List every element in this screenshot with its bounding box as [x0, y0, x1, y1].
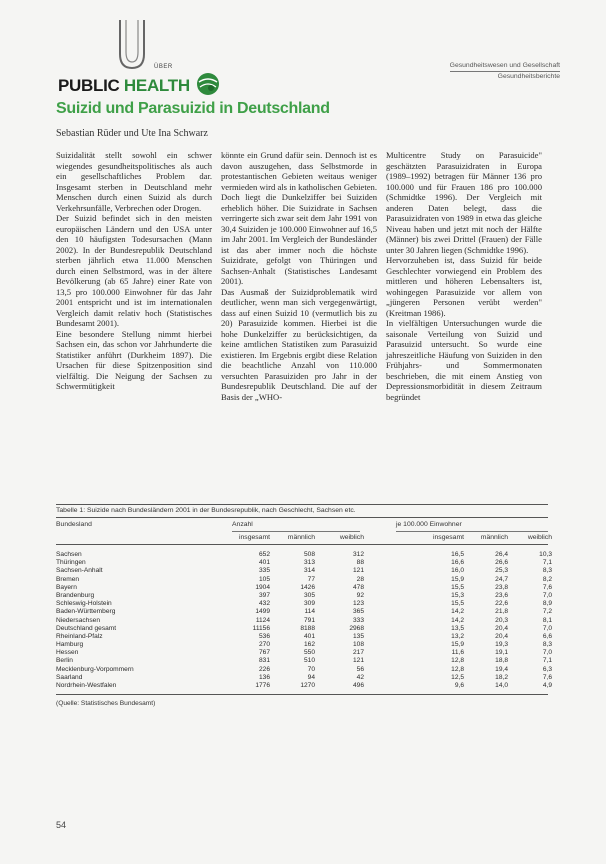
journal-line-2: Gesundheitsberichte: [450, 71, 560, 82]
cell-value: 12,8: [451, 657, 464, 665]
cell-bundesland: Niedersachsen: [56, 616, 100, 624]
cell-bundesland: Bayern: [56, 583, 77, 591]
cell-value: 28: [356, 575, 364, 583]
cell-value: 9,6: [454, 682, 464, 689]
cell-value: 135: [352, 632, 364, 640]
subheader-maennlich: männlich: [287, 534, 315, 541]
cell-bundesland: Brandenburg: [56, 591, 95, 599]
table-row: [56, 682, 552, 690]
table-row: [56, 559, 552, 567]
cell-value: 7,2: [542, 608, 552, 616]
cell-value: 94: [307, 673, 315, 681]
cell-value: 217: [352, 649, 364, 657]
cell-value: 121: [352, 657, 364, 665]
article-authors: Sebastian Rüder und Ute Ina Schwarz: [56, 128, 208, 139]
table-caption: Tabelle 1: Suizide nach Bundesländern 2001 in der Bundesrepublik, nach Geschlecht, Sachsen etc.: [56, 507, 356, 514]
paragraph: Der Suizid befindet sich in den meisten europäischen Ländern und den USA unter den 10 häufigsten Todesursachen (Mann 2002). In der Bundesrepublik Deutschland sterben jährlich etwa 11.000 Menschen durch einen Selbstmord, was in der ältere Bevölkerung (ab 65 Jahre) einer Rate von 13,5 pro 100.000 Einwohner für das Jahr 2001 entspricht und ist im internationalen Vergleich damit relativ hoch (Statistisches Bundesamt 2001).: [56, 213, 212, 328]
cell-value: 226: [258, 665, 270, 673]
table-row: [56, 567, 552, 575]
table-row: [56, 673, 552, 682]
cell-bundesland: Thüringen: [56, 559, 86, 567]
suicide-statistics-table: [56, 504, 552, 730]
cell-value: 108: [352, 641, 364, 649]
cell-value: 1776: [255, 682, 270, 689]
cell-value: 15,5: [451, 583, 464, 591]
cell-value: 25,3: [495, 567, 508, 575]
cell-value: 21,8: [495, 608, 508, 616]
subheader-maennlich-rate: männlich: [480, 534, 508, 541]
cell-value: 1426: [300, 583, 315, 591]
subheader-weiblich: weiblich: [339, 534, 364, 541]
cell-value: 536: [258, 632, 270, 640]
cell-value: 7,1: [542, 657, 552, 665]
cell-value: 23,6: [495, 591, 508, 599]
table-row: [56, 657, 552, 665]
cell-value: 15,9: [451, 641, 464, 649]
subheader-insgesamt: insgesamt: [239, 534, 270, 541]
subheader-insgesamt-rate: insgesamt: [433, 534, 464, 541]
cell-value: 510: [303, 657, 315, 665]
cell-value: 19,4: [495, 665, 508, 673]
journal-line-1: Gesundheitswesen und Gesellschaft: [449, 62, 560, 69]
cell-value: 312: [352, 551, 364, 558]
cell-value: 333: [352, 616, 364, 624]
cell-value: 8,9: [542, 600, 552, 608]
cell-value: 16,6: [451, 559, 464, 567]
cell-value: 496: [352, 682, 364, 689]
cell-bundesland: Schleswig-Holstein: [56, 600, 112, 608]
paragraph: Eine besondere Stellung nimmt hierbei Sachsen ein, das schon vor Jahrhunderte die Statistiker anführt (Durkheim 1897). Die Ursachen für diese Spitzenposition sind vielfältig. Die Neigung der Sachsen zu Schwermütigkeit: [56, 328, 212, 391]
cell-value: 77: [307, 575, 315, 583]
cell-value: 6,3: [542, 665, 552, 673]
subheader-weiblich-rate: weiblich: [527, 534, 552, 541]
cell-value: 7,6: [542, 583, 552, 591]
cell-bundesland: Sachsen-Anhalt: [56, 567, 103, 575]
cell-bundesland: Hamburg: [56, 641, 84, 649]
table-row: [56, 641, 552, 649]
logo-small-text: ÜBER: [154, 64, 173, 70]
table-source: (Quelle: Statistisches Bundesamt): [56, 700, 156, 708]
cell-bundesland: Rheinland-Pfalz: [56, 632, 103, 640]
cell-value: 15,3: [451, 591, 464, 599]
cell-value: 8188: [300, 624, 315, 632]
cell-value: 365: [352, 608, 364, 616]
cell-bundesland: Berlin: [56, 657, 73, 665]
paragraph: könnte ein Grund dafür sein. Dennoch ist es davon auszugehen, dass Selbstmorde in protestantischen Gebieten weitaus weniger vermieden wird als in katholischen Gebieten. Doch liegt die Dunkelziffer bei Suiziden erheblich höher. Die Suizidrate in Sachsen verringerte sich zwar seit dem Jahr 1991 von 30,4 Suiziden je 100.000 Einwohner auf 16,5 im Jahr 2001. Im Vergleich der Bundesländer ist das aber immer noch die höchste Suizidrate, gefolgt von Thüringen und Sachsen-Anhalt (Statistisches Landesamt 2001).: [221, 150, 378, 286]
cell-value: 20,3: [495, 616, 508, 624]
cell-value: 478: [352, 583, 364, 591]
table-row: [56, 665, 552, 674]
table-row: [56, 649, 552, 657]
cell-value: 7,1: [542, 559, 552, 567]
cell-value: 1270: [300, 682, 315, 689]
cell-value: 11,6: [451, 649, 464, 657]
article-title: Suizid und Parasuizid in Deutschland: [56, 100, 330, 117]
cell-value: 20,4: [495, 624, 508, 632]
cell-value: 7,0: [542, 591, 552, 599]
cell-value: 70: [307, 665, 315, 673]
cell-bundesland: Hessen: [56, 649, 79, 657]
cell-value: 791: [303, 616, 315, 624]
cell-value: 397: [258, 591, 270, 599]
cell-value: 92: [356, 591, 364, 599]
cell-value: 1499: [255, 608, 270, 616]
cell-value: 401: [258, 559, 270, 567]
header-divider: [232, 531, 360, 532]
table-row: [56, 600, 552, 608]
cell-value: 42: [356, 673, 364, 681]
cell-value: 15,9: [451, 575, 464, 583]
table-row: [56, 583, 552, 592]
cell-value: 335: [258, 567, 270, 575]
globe-icon: [196, 72, 220, 96]
cell-value: 767: [258, 649, 270, 657]
cell-value: 123: [352, 600, 364, 608]
cell-value: 8,3: [542, 641, 552, 649]
paragraph: Suizidalität stellt sowohl ein schwer wiegendes gesundheitspolitisches als auch ein gesellschaftliches Problem dar. Insgesamt sterben in Deutschland mehr Menschen durch einen Suizid als durch Verkehrsunfälle, Verbrechen oder Drogen.: [56, 150, 212, 213]
cell-value: 508: [303, 551, 315, 558]
cell-bundesland: Mecklenburg-Vorpommern: [56, 665, 134, 673]
table-row: [56, 591, 552, 600]
table-row: [56, 608, 552, 616]
cell-value: 23,8: [495, 583, 508, 591]
cell-value: 20,4: [495, 632, 508, 640]
paragraph: Multicentre Study on Parasuicide" geschätzten Parasuizidraten in Europa (1989–1992) betragen für Männer 136 pro 100.000 und für Frauen 186 pro 100.000 (Schmidtke 1996). Der Vergleich mit anderen Daten belegt, dass die Parasuizidraten von 1989 in etwa das gleiche Niveau haben und jetzt mit noch der Hälfte (Männer) bis zwei Drittel (Frauen) der Fälle unter 30 Jahren liegen (Schmidtke 1996).: [386, 150, 542, 255]
table-row: [56, 624, 552, 633]
cell-value: 19,1: [495, 649, 508, 657]
header-divider: [396, 531, 548, 532]
paragraph: In vielfältigen Untersuchungen wurde die saisonale Verteilung von Suizid und Parasuizid untersucht. So wurde eine jahreszeitliche Häufung von Suiziden in den Frühjahrs- und Sommermonaten beschrieben, die mit einem Anstieg von Depressionsmorbidität in diesem Zeitraum begründet: [386, 318, 542, 402]
cell-value: 22,6: [495, 600, 508, 608]
cell-bundesland: Baden-Württemberg: [56, 608, 116, 616]
cell-value: 56: [356, 665, 364, 673]
cell-value: 8,2: [542, 575, 552, 583]
cell-value: 1904: [255, 583, 270, 591]
cell-value: 7,6: [542, 673, 552, 681]
table-row: [56, 575, 552, 584]
cell-value: 7,0: [542, 624, 552, 632]
cell-value: 401: [303, 632, 315, 640]
cell-value: 14,0: [495, 682, 508, 689]
logo-public-text: PUBLIC: [58, 76, 120, 95]
cell-value: 14,2: [451, 616, 464, 624]
cell-value: 12,5: [451, 673, 464, 681]
cell-bundesland: Bremen: [56, 575, 80, 583]
cell-value: 114: [304, 608, 315, 616]
cell-value: 18,8: [495, 657, 508, 665]
header-bundesland: Bundesland: [56, 521, 92, 528]
table-body: [56, 545, 552, 690]
cell-value: 12,8: [451, 665, 464, 673]
cell-value: 6,6: [542, 632, 552, 640]
header-per-100000: je 100.000 Einwohner: [396, 521, 462, 528]
cell-value: 7,0: [542, 649, 552, 657]
cell-value: 831: [258, 657, 270, 665]
cell-bundesland: Sachsen: [56, 551, 82, 558]
cell-value: 10,3: [539, 551, 552, 558]
cell-value: 305: [303, 591, 315, 599]
cell-bundesland: Saarland: [56, 673, 83, 681]
cell-value: 2968: [349, 624, 364, 632]
cell-value: 314: [303, 567, 315, 575]
table-header: [56, 518, 552, 544]
journal-header: [450, 62, 560, 81]
cell-value: 8,1: [542, 616, 552, 624]
paragraph: Das Ausmaß der Suizidproblematik wird deutlicher, wenn man sich vergegenwärtigt, dass auf einen Suizid 10 (vermutlich bis zu 20) Parasuizide kommen. Hierbei ist die hohe Dunkelziffer zu berücksichtigen, da keine amtlichen Statistiken zum Parasuizid existieren. Im Ergebnis ergibt diese Relation die beachtliche Anzahl von 110.000 versuchten Parasuiziden pro Jahr in der Bundesrepublik Deutschland. Die auf der Basis der „WHO-: [221, 286, 377, 402]
text-column-1: [56, 150, 212, 492]
cell-value: 162: [303, 641, 315, 649]
cell-value: 652: [258, 551, 270, 558]
cell-value: 8,3: [542, 567, 552, 575]
cell-value: 313: [303, 559, 315, 567]
cell-value: 14,2: [451, 608, 464, 616]
table-row: [56, 632, 552, 641]
cell-value: 432: [258, 600, 270, 608]
page-number: 54: [56, 820, 67, 830]
text-column-3: [386, 150, 542, 492]
paragraph: Hervorzuheben ist, dass Suizid für beide Geschlechter vorwiegend ein Problem des mittleren und höheren Lebensalters ist, wohingegen Parasuizide vor allem von „jüngeren Personen verübt werden" (Kreitman 1986).: [386, 255, 542, 318]
logo-health-text: HEALTH: [123, 76, 190, 95]
logo-wordmark: [58, 76, 190, 96]
text-column-2: [221, 150, 377, 492]
public-health-logo: [58, 18, 228, 98]
cell-value: 121: [352, 567, 364, 575]
cell-value: 88: [356, 559, 364, 567]
cell-value: 11156: [252, 624, 270, 632]
cell-value: 26,6: [495, 559, 508, 567]
cell-value: 24,7: [495, 575, 508, 583]
table-row: [56, 616, 552, 625]
cell-value: 270: [258, 641, 270, 649]
cell-value: 550: [303, 649, 315, 657]
cell-value: 4,9: [542, 682, 552, 689]
cell-bundesland: Deutschland gesamt: [56, 624, 117, 632]
cell-value: 15,5: [451, 600, 464, 608]
cell-value: 105: [258, 575, 270, 583]
cell-value: 16,5: [451, 551, 464, 558]
cell-value: 26,4: [495, 551, 508, 558]
cell-bundesland: Nordrhein-Westfalen: [56, 682, 117, 689]
cell-value: 309: [303, 600, 315, 608]
cell-value: 16,0: [451, 567, 464, 575]
cell-value: 18,2: [495, 673, 508, 681]
cell-value: 19,3: [495, 641, 508, 649]
cell-value: 136: [258, 673, 270, 681]
header-anzahl: Anzahl: [232, 521, 253, 528]
table-row: [56, 551, 552, 559]
logo-u-mark-icon: [110, 18, 150, 74]
cell-value: 1124: [255, 616, 270, 624]
cell-value: 13,2: [451, 632, 464, 640]
cell-value: 13,5: [451, 624, 464, 632]
